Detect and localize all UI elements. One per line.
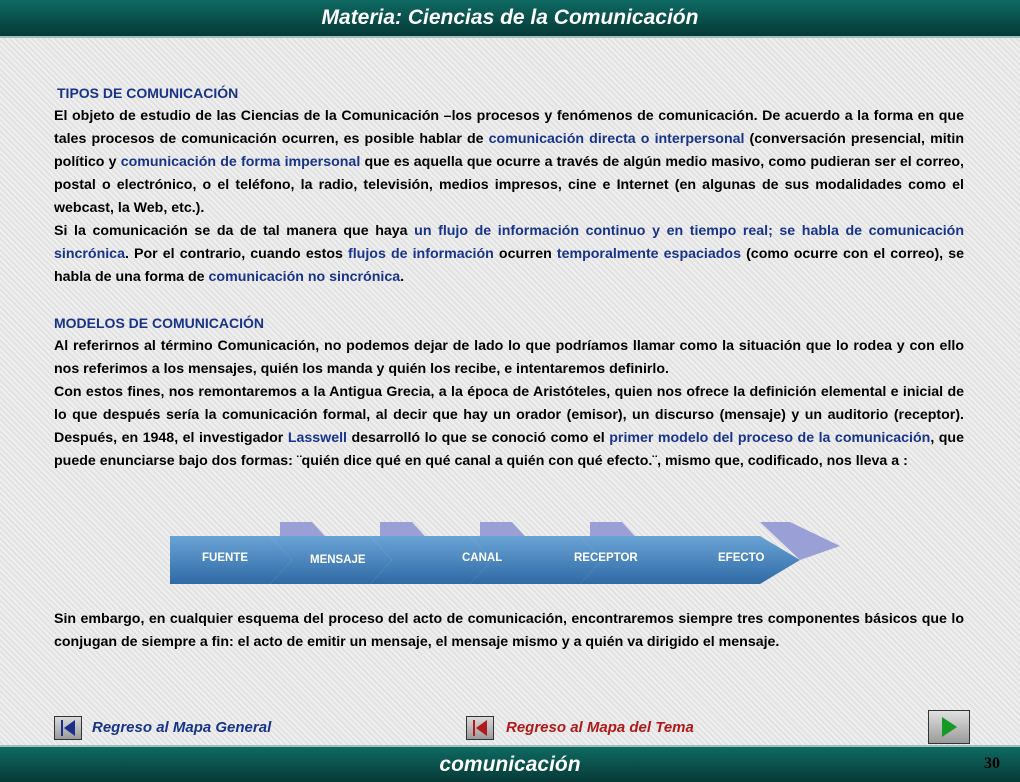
flow-label-efecto: EFECTO	[718, 552, 765, 564]
text-run: .	[400, 269, 405, 285]
text-run: desarrolló lo que se conoció como el	[346, 430, 610, 446]
map-tema-button[interactable]	[466, 716, 494, 740]
highlight-lasswell: Lasswell	[287, 430, 347, 446]
flow-label-mensaje: MENSAJE	[310, 554, 366, 566]
flow-label-fuente: FUENTE	[202, 552, 248, 564]
highlight-temporalmente-espaciados: temporalmente espaciados	[556, 246, 741, 262]
bar-icon	[473, 720, 475, 736]
highlight-comunicacion-impersonal: comunicación de forma impersonal	[120, 154, 361, 170]
back-arrow-icon	[64, 720, 75, 736]
spacer	[54, 289, 964, 312]
section-heading-modelos: MODELOS DE COMUNICACIÓN	[54, 315, 264, 331]
paragraph-tipos-2	[54, 220, 964, 289]
bar-icon	[61, 720, 63, 736]
text-run: (como ocurre con el correo), se habla de una forma de	[54, 246, 965, 285]
highlight-comunicacion-no-sincronica: comunicación no sincrónica	[208, 269, 401, 285]
highlight-flujos-informacion: flujos de información	[348, 246, 494, 262]
section-heading-tipos: TIPOS DE COMUNICACIÓN	[57, 85, 239, 101]
text-run: El objeto de estudio de las Ciencias de la Comunicación –los procesos y fenómenos de comunicación. De acuerdo a la forma en que tales procesos de comunicación ocurren, es posible hablar de	[54, 108, 964, 147]
text-run: ocurren	[493, 246, 557, 262]
first-page-button[interactable]	[54, 716, 82, 740]
text-run: Con estos fines, nos remontaremos a la Antigua Grecia, a la época de Aristóteles, quien nos ofrece la definición elemental e inicial de lo que después sería la comunicación formal, al decir que hay un orador (emisor), un discurso (mensaje) y un auditorio (receptor). Después, en 1948, el investigador	[54, 384, 964, 446]
highlight-comunicacion-directa: comunicación directa o interpersonal	[488, 131, 745, 147]
regreso-mapa-general-link[interactable]: Regreso al Mapa General	[92, 719, 272, 736]
back-arrow-icon	[476, 720, 487, 736]
main-content	[54, 82, 964, 473]
footer-bar	[0, 745, 1020, 782]
paragraph-modelos-1: Al referirnos al término Comunicación, no podemos dejar de lado lo que podríamos llamar como la situación que lo rodea y con ello nos referimos a los mensajes, quién los manda y quién los recibe, e intentaremos definirlo.	[54, 338, 964, 377]
flow-label-receptor: RECEPTOR	[574, 552, 638, 564]
text-run: . Por el contrario, cuando estos	[124, 246, 348, 262]
text-run: Si la comunicación se da de tal manera que haya	[54, 223, 415, 239]
paragraph-modelos-2	[54, 381, 964, 473]
play-arrow-icon	[942, 717, 957, 737]
flow-label-canal: CANAL	[462, 552, 503, 564]
header-bar	[0, 0, 1020, 38]
regreso-mapa-tema-link[interactable]: Regreso al Mapa del Tema	[506, 719, 694, 736]
text-run: , que puede enunciarse bajo dos formas: ¨quién dice qué en qué canal a quién con qué efecto.¨, mismo que, codificado, nos lleva a :	[54, 430, 964, 469]
paragraph-closing: Sin embargo, en cualquier esquema del proceso del acto de comunicación, encontraremos siempre tres componentes básicos que lo conjugan de siempre a fin: el acto de emitir un mensaje, el mensaje mismo y a quién va dirigido el mensaje.	[54, 611, 964, 650]
footer-title: comunicación	[439, 753, 581, 776]
text-run: que es aquella que ocurre a través de algún medio masivo, como pudieran ser el correo, postal o electrónico, o el teléfono, la radio, televisión, medios impresos, cine e Internet (en algunas de sus modalidades como el webcast, la Web, etc.).	[54, 154, 964, 216]
lasswell-flow-diagram	[170, 518, 840, 586]
highlight-primer-modelo: primer modelo del proceso de la comunicación	[609, 430, 931, 446]
paragraph-tipos-1	[54, 105, 964, 220]
page-title: Materia: Ciencias de la Comunicación	[321, 6, 699, 29]
page-number: 30	[984, 755, 1000, 772]
text-run: (conversación presencial, mitin político y	[54, 131, 964, 170]
next-page-button[interactable]	[928, 710, 970, 744]
highlight-flujo-continuo: un flujo de información continuo y en tiempo real; se habla de comunicación sincrónica	[54, 223, 965, 262]
